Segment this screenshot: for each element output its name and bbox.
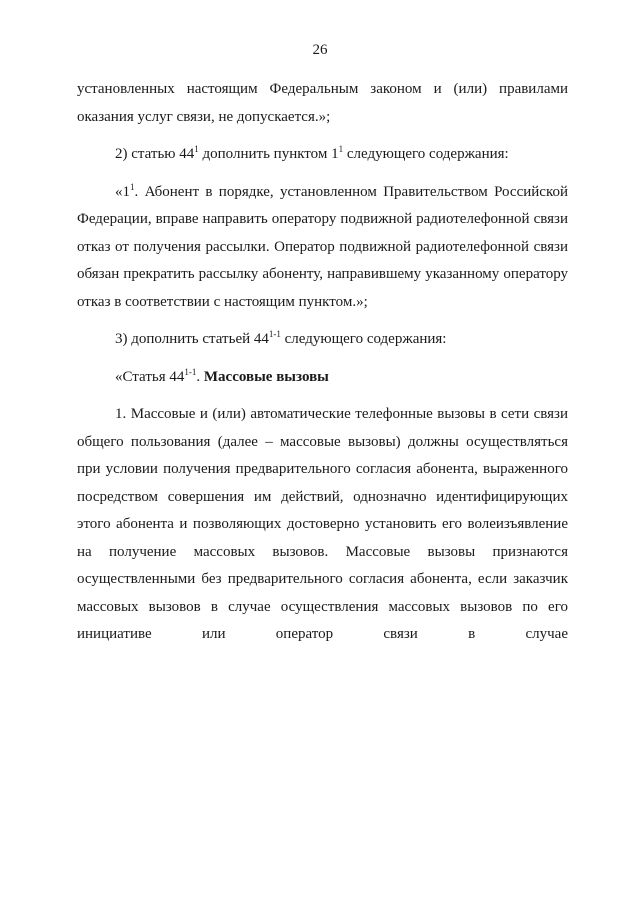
document-body [77,76,568,649]
paragraph-item-3 [77,326,568,354]
text-run: «Статья 44 [115,368,185,385]
text-run: . Абонент в порядке, установленном Правительством Российской Федерации, вправе направить оператору подвижной радиотелефонной связи отказ от получения рассылки. Оператор подвижной радиотелефонной связи обязан прекратить рассылку абоненту, направившему указанному оператору отказ в соответствии с настоящим пунктом.»; [77,183,568,310]
paragraph-continuation: установленных настоящим Федеральным законом и (или) правилами оказания услуг связи, не допускается.»; [77,81,568,125]
paragraph-clause-1-1 [77,179,568,317]
superscript: 1 [194,144,199,154]
superscript: 1 [130,181,135,192]
superscript: 1-1 [184,366,197,377]
article-title: Массовые вызовы [203,368,329,385]
text-run: следующего содержания: [280,331,447,347]
text-run: следующего содержания: [343,146,509,162]
page-number: 26 [312,42,328,58]
superscript: 1 [338,144,344,154]
article-heading [77,364,568,392]
text-run: 2) статью 44 [115,146,195,162]
text-run: дополнить пунктом 1 [198,146,339,162]
paragraph-item-2 [77,141,568,169]
text-run: 3) дополнить статьей 44 [115,331,269,347]
text-run: «1 [115,183,130,200]
superscript: 1-1 [268,329,281,339]
text-run: . [196,368,204,385]
paragraph-article-text: 1. Массовые и (или) автоматические телефонные вызовы в сети связи общего пользования (далее – массовые вызовы) должны осуществляться при условии получения предварительного согласия абонента, выраженного посредством совершения им действий, однозначно идентифицирующих этого абонента и позволяющих достоверно установить его волеизъявление на получение массовых вызовов. Массовые вызовы признаются осуществленными без предварительного согласия абонента, если заказчик массовых вызовов в случае осуществления массовых вызовов по его инициативе или оператор связи в случае [77,406,568,642]
